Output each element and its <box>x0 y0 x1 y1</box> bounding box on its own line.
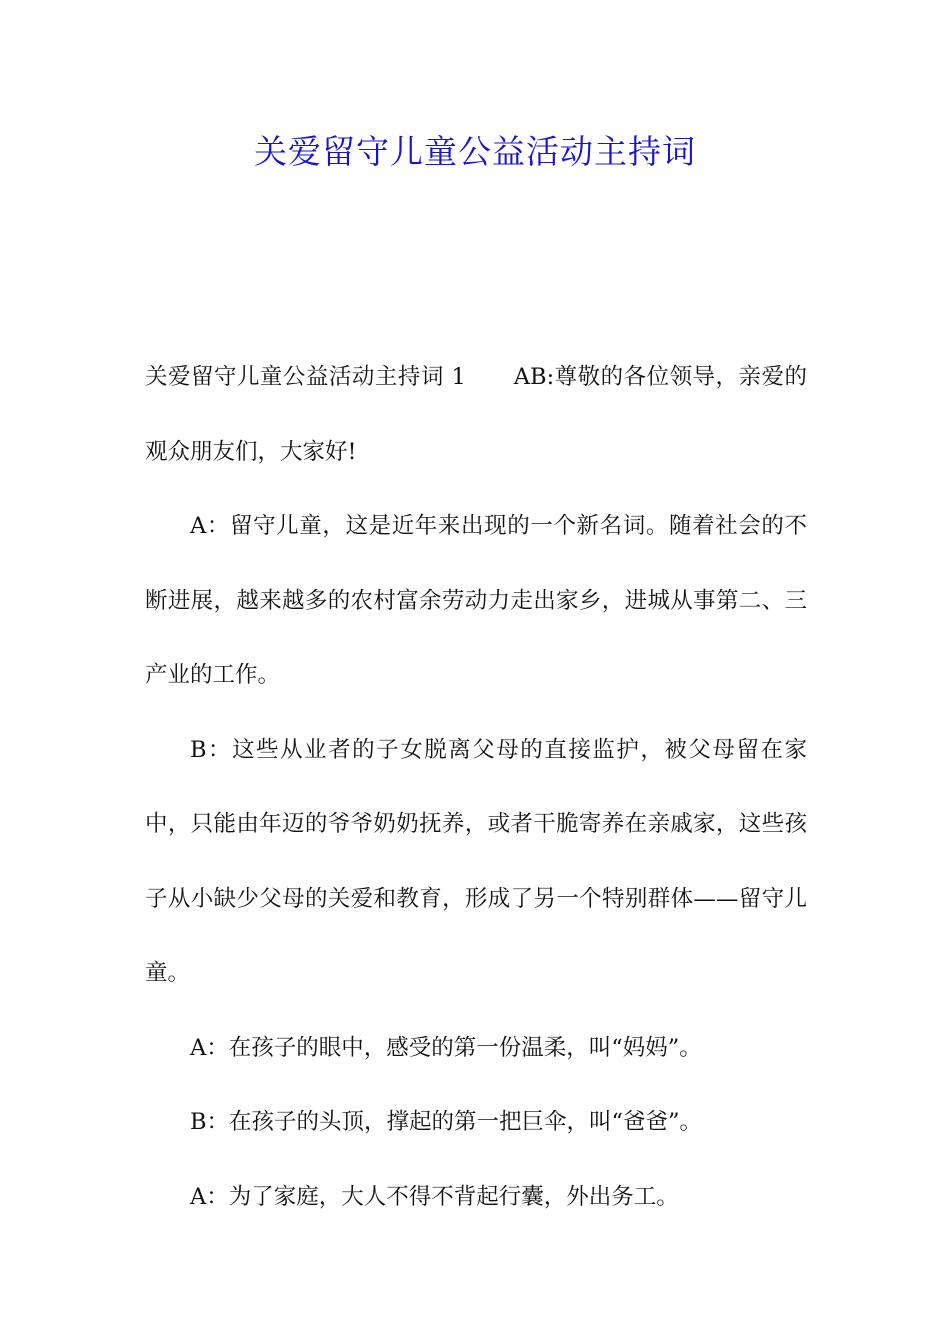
document-title: 关爱留守儿童公益活动主持词 <box>254 132 696 171</box>
paragraph-2: B：这些从业者的子女脱离父母的直接监护，被父母留在家中，只能由年迈的爷爷奶奶抚养，或者干脆寄养在亲戚家，这些孩子从小缺少父母的关爱和教育，形成了另一个特别群体——留守儿童。 <box>145 736 807 986</box>
paragraph-5: A：为了家庭，大人不得不背起行囊，外出务工。 <box>190 1183 679 1210</box>
paragraph-4: B：在孩子的头顶，撑起的第一把巨伞，叫“爸爸”。 <box>190 1109 703 1135</box>
opening-greeting: AB:尊敬的各位领导，亲爱的观众朋友们，大家好! <box>145 364 807 465</box>
section-heading: 关爱留守儿童公益活动主持词 1 <box>145 364 466 390</box>
document-body <box>145 340 807 1234</box>
opening-paragraph <box>145 340 807 489</box>
paragraph-3: A：在孩子的眼中，感受的第一份温柔，叫“妈妈”。 <box>190 1034 702 1061</box>
paragraph-1: A：留守儿童，这是近年来出现的一个新名词。随着社会的不断进展，越来越多的农村富余劳动力走出家乡，进城从事第二、三产业的工作。 <box>145 513 807 688</box>
